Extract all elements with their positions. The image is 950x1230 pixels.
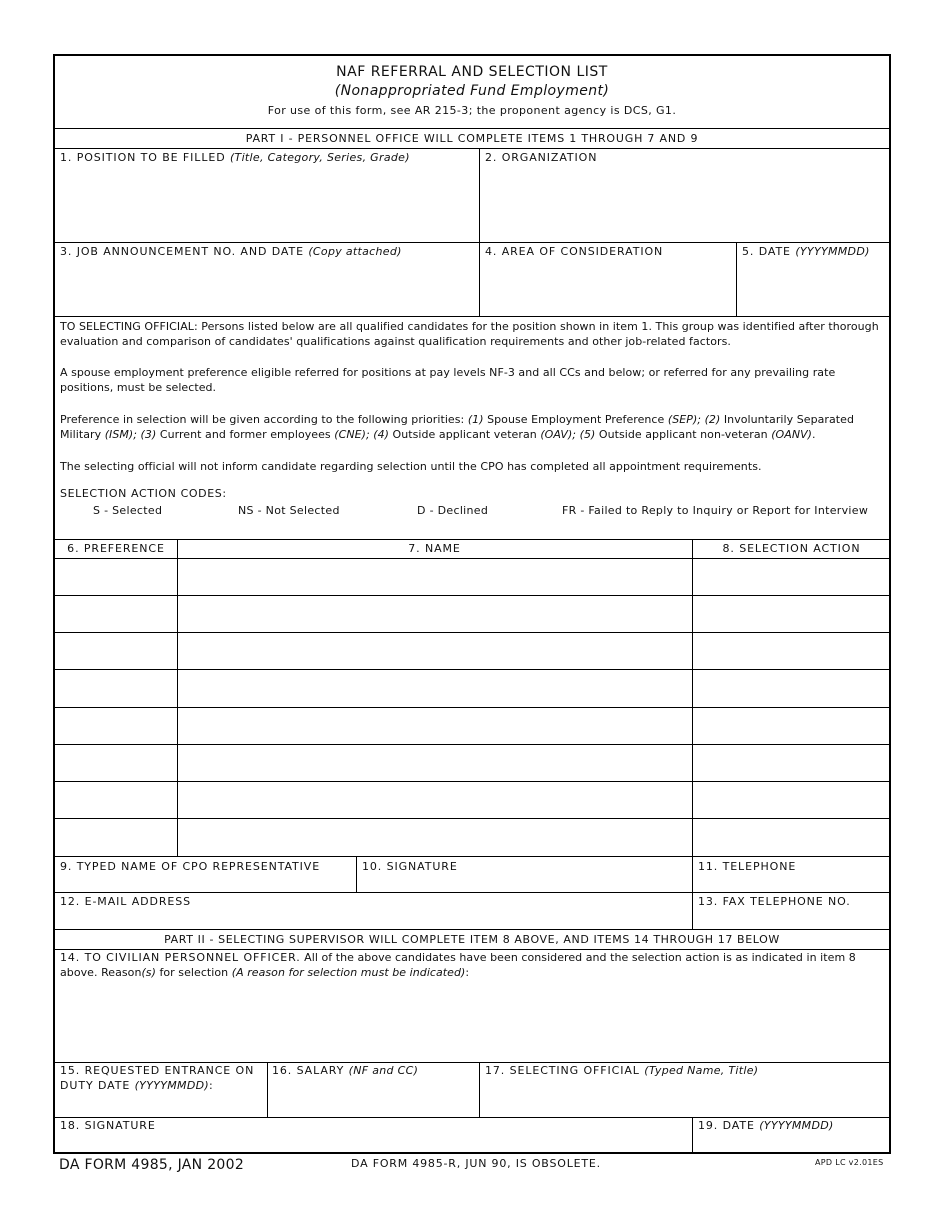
form-title: NAF REFERRAL AND SELECTION LIST — [336, 64, 608, 80]
item16-label — [272, 1064, 418, 1077]
reason-for-selection-input[interactable] — [57, 982, 889, 1060]
selection-action-cell[interactable] — [695, 635, 889, 668]
divider — [692, 1117, 693, 1154]
obsolete-notice: DA FORM 4985-R, JUN 90, IS OBSOLETE. — [351, 1157, 601, 1170]
selection-action-cell[interactable] — [695, 784, 889, 817]
item15-colon: : — [208, 1079, 214, 1092]
part2-heading: PART II - SELECTING SUPERVISOR WILL COMPLETE ITEM 8 ABOVE, AND ITEMS 14 THROUGH 17 BELOW — [164, 933, 780, 946]
salary-input[interactable] — [270, 1086, 477, 1110]
preference-cell[interactable] — [57, 784, 175, 817]
preference-column-header: 6. PREFERENCE — [67, 542, 165, 555]
code-not-selected: NS - Not Selected — [238, 504, 340, 517]
organization-input[interactable] — [482, 166, 888, 240]
table-row — [55, 745, 889, 782]
form-subtitle: (Nonappropriated Fund Employment) — [334, 83, 610, 99]
divider — [55, 128, 889, 129]
item15-hint: (YYYYMMDD) — [134, 1079, 209, 1092]
item3-label-text: 3. JOB ANNOUNCEMENT NO. AND DATE — [60, 245, 309, 258]
table-row — [55, 633, 889, 670]
divider — [55, 632, 889, 633]
divider — [55, 856, 889, 857]
item5-label-text: 5. DATE — [742, 245, 796, 258]
item14-colon: : — [465, 966, 470, 979]
table-row — [55, 782, 889, 819]
email-address-input[interactable] — [57, 910, 690, 927]
code-selected: S - Selected — [93, 504, 163, 517]
item17-hint: (Typed Name, Title) — [644, 1064, 759, 1077]
item11-label: 11. TELEPHONE — [698, 860, 797, 873]
item3-label — [60, 245, 402, 258]
divider — [55, 1062, 889, 1063]
preference-cell[interactable] — [57, 821, 175, 854]
position-to-be-filled-input[interactable] — [57, 166, 477, 240]
item19-hint: (YYYYMMDD) — [759, 1119, 834, 1132]
divider — [55, 148, 889, 149]
area-of-consideration-input[interactable] — [482, 261, 734, 313]
table-row — [55, 708, 889, 745]
name-cell[interactable] — [180, 672, 690, 705]
p3-f: (ISM); (3) — [104, 428, 157, 441]
table-row — [55, 559, 889, 596]
item9-label: 9. TYPED NAME OF CPO REPRESENTATIVE — [60, 860, 321, 873]
code-declined: D - Declined — [417, 504, 489, 517]
version-tag: APD LC v2.01ES — [815, 1158, 884, 1167]
divider — [55, 595, 889, 596]
divider — [55, 242, 889, 243]
name-column-header: 7. NAME — [408, 542, 461, 555]
item15-label-text: DUTY DATE — [60, 1079, 135, 1092]
date-input[interactable] — [739, 271, 889, 301]
preference-cell[interactable] — [57, 710, 175, 743]
p3-b: (1) — [467, 413, 484, 426]
preference-cell[interactable] — [57, 598, 175, 631]
preference-cell[interactable] — [57, 635, 175, 668]
item1-hint: (Title, Category, Series, Grade) — [229, 151, 410, 164]
selection-date-input[interactable] — [695, 1134, 889, 1153]
instructions-p3 — [60, 412, 860, 442]
selection-action-cell[interactable] — [695, 561, 889, 594]
item14-body: All of the above candidates have been considered and the selection action is as indicated in item 8 above. Reason — [60, 951, 856, 979]
divider — [55, 929, 889, 930]
item14-label: 14. TO CIVILIAN PERSONNEL OFFICER. — [60, 951, 301, 964]
item14-body2: for selection — [155, 966, 232, 979]
divider — [356, 856, 357, 892]
item5-hint: (YYYYMMDD) — [795, 245, 870, 258]
item17-label — [485, 1064, 758, 1077]
instructions-p1-text: Persons listed below are all qualified candidates for the position shown in item 1. This group was identified after thorough evaluation and comparison of candidates' qualifications against qualification requirements and other job-related factors. — [60, 320, 879, 348]
item10-label: 10. SIGNATURE — [362, 860, 458, 873]
name-cell[interactable] — [180, 784, 690, 817]
item17-label-text: 17. SELECTING OFFICIAL — [485, 1064, 645, 1077]
item16-hint: (NF and CC) — [348, 1064, 419, 1077]
fax-telephone-input[interactable] — [695, 910, 889, 927]
job-announcement-input[interactable] — [57, 261, 477, 313]
to-selecting-official-lead: TO SELECTING OFFICIAL: — [60, 320, 198, 333]
item18-label: 18. SIGNATURE — [60, 1119, 156, 1132]
divider — [55, 781, 889, 782]
preference-cell[interactable] — [57, 561, 175, 594]
cpo-representative-name-input[interactable] — [57, 874, 354, 891]
table-row — [55, 596, 889, 633]
item15-label-line2 — [60, 1079, 214, 1092]
item14-text — [60, 950, 860, 980]
telephone-input[interactable] — [695, 874, 889, 891]
code-failed-to-reply: FR - Failed to Reply to Inquiry or Report for Interview — [562, 504, 869, 517]
instructions-p2: A spouse employment preference eligible referred for positions at pay levels NF-3 and all CCs and below; or referred for any prevailing rate positions, must be selected. — [60, 366, 836, 394]
p3-l: (OANV) — [771, 428, 813, 441]
name-cell[interactable] — [180, 821, 690, 854]
selection-action-cell[interactable] — [695, 710, 889, 743]
divider — [55, 1117, 889, 1118]
item19-label-text: 19. DATE — [698, 1119, 760, 1132]
divider — [55, 539, 889, 540]
preference-cell[interactable] — [57, 747, 175, 780]
instructions-p1 — [60, 319, 888, 349]
selection-action-cell[interactable] — [695, 821, 889, 854]
item16-label-text: 16. SALARY — [272, 1064, 349, 1077]
p3-c: Spouse Employment Preference — [483, 413, 668, 426]
form-frame — [53, 54, 891, 1154]
item12-label: 12. E-MAIL ADDRESS — [60, 895, 192, 908]
divider — [55, 744, 889, 745]
item14-s: (s) — [141, 966, 156, 979]
item4-label: 4. AREA OF CONSIDERATION — [485, 245, 664, 258]
p3-j: (OAV); (5) — [540, 428, 596, 441]
p3-d: (SEP); (2) — [667, 413, 721, 426]
name-cell[interactable] — [180, 635, 690, 668]
divider — [55, 892, 889, 893]
item14-hint: (A reason for selection must be indicated) — [231, 966, 466, 979]
p3-g: Current and former employees — [156, 428, 335, 441]
divider — [55, 818, 889, 819]
p3-i: Outside applicant veteran — [389, 428, 541, 441]
selecting-official-input[interactable] — [482, 1086, 889, 1110]
name-cell[interactable] — [180, 710, 690, 743]
table-row — [55, 670, 889, 707]
selecting-official-signature-input[interactable] — [57, 1134, 690, 1153]
divider — [479, 1062, 480, 1117]
preference-cell[interactable] — [57, 672, 175, 705]
divider — [55, 707, 889, 708]
divider — [736, 242, 737, 316]
item1-label-text: 1. POSITION TO BE FILLED — [60, 151, 230, 164]
p3-a: Preference in selection will be given according to the following priorities: — [60, 413, 468, 426]
entrance-on-duty-date-input[interactable] — [57, 1096, 265, 1115]
p3-m: . — [812, 428, 816, 441]
item19-label — [698, 1119, 834, 1132]
selection-action-column-header: 8. SELECTION ACTION — [722, 542, 861, 555]
item1-label — [60, 151, 410, 164]
p3-k: Outside applicant non-veteran — [595, 428, 772, 441]
part1-heading: PART I - PERSONNEL OFFICE WILL COMPLETE ITEMS 1 THROUGH 7 AND 9 — [245, 132, 699, 145]
name-cell[interactable] — [180, 598, 690, 631]
form-use-line: For use of this form, see AR 215-3; the proponent agency is DCS, G1. — [267, 104, 677, 117]
divider — [267, 1062, 268, 1117]
selection-action-cell[interactable] — [695, 598, 889, 631]
p3-e: Involuntarily Separated Military — [60, 413, 854, 441]
item2-label: 2. ORGANIZATION — [485, 151, 598, 164]
item3-hint: (Copy attached) — [308, 245, 402, 258]
item15-label-line1: 15. REQUESTED ENTRANCE ON — [60, 1064, 255, 1077]
name-cell[interactable] — [180, 747, 690, 780]
cpo-signature-input[interactable] — [359, 874, 690, 891]
item13-label: 13. FAX TELEPHONE NO. — [698, 895, 851, 908]
instructions-p4: The selecting official will not inform candidate regarding selection until the CPO has completed all appointment requirements. — [60, 460, 762, 473]
selection-action-cell[interactable] — [695, 672, 889, 705]
p3-h: (CNE); (4) — [334, 428, 389, 441]
item5-label — [742, 245, 870, 258]
name-cell[interactable] — [180, 561, 690, 594]
table-row — [55, 819, 889, 856]
form-number: DA FORM 4985, JAN 2002 — [59, 1157, 245, 1173]
divider — [479, 148, 480, 316]
selection-codes-heading: SELECTION ACTION CODES: — [60, 487, 227, 500]
divider — [55, 316, 889, 317]
divider — [55, 669, 889, 670]
selection-action-cell[interactable] — [695, 747, 889, 780]
